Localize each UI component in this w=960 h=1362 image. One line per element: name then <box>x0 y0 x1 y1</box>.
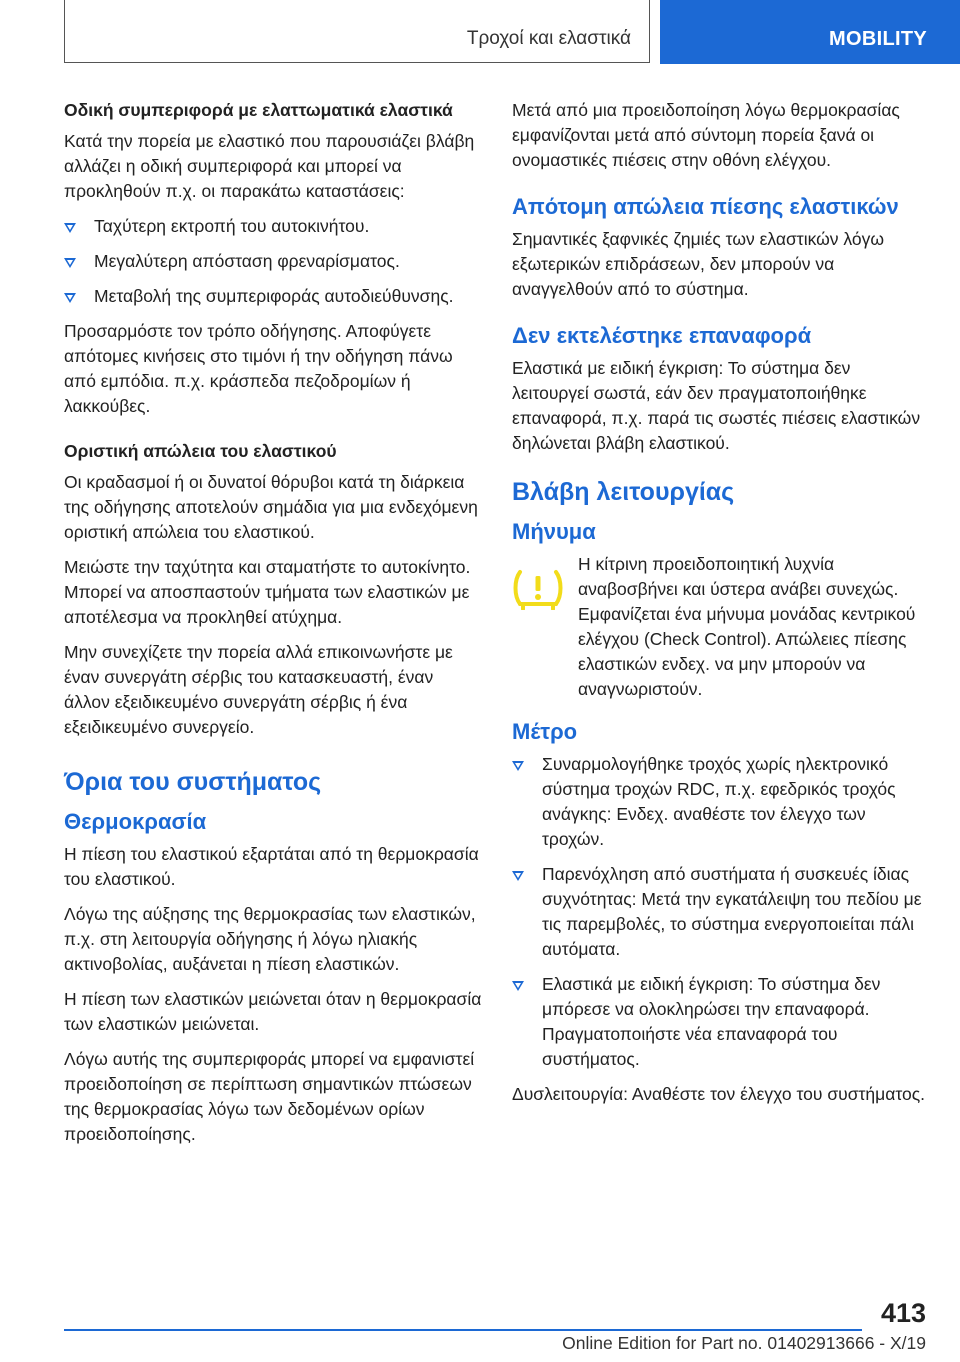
paragraph-temp-continued: Μετά από μια προειδοποίηση λόγω θερμοκρασίας εμφανίζονται μετά από σύντομη πορεία ξανά οι ονομαστικές πιέσεις στην οθόνη ελέγχου. <box>512 100 900 170</box>
heading-message: Μήνυμα <box>512 519 596 544</box>
list-item: Μεταβολή της συμπεριφοράς αυτοδιεύθυνσης. <box>64 284 482 309</box>
list-item: Συναρμολογήθηκε τροχός χωρίς ηλεκτρονικό σύστημα τροχών RDC, π.χ. εφεδρικός τροχός ανάγκης: Ενδεχ. αναθέστε τον έλεγχο των τροχών. <box>512 752 930 852</box>
paragraph-temp-3: Η πίεση των ελαστικών μειώνεται όταν η θερμοκρασία των ελαστικών μειώνεται. <box>64 989 482 1034</box>
triangle-bullet-icon <box>64 258 76 268</box>
heading-system-limits: Όρια του συστήματος <box>64 768 322 796</box>
behavior-list <box>64 214 482 309</box>
left-column <box>64 98 482 1157</box>
footer-divider <box>64 1329 862 1331</box>
triangle-bullet-icon <box>64 293 76 303</box>
page-number: 413 <box>880 1298 926 1328</box>
heading-malfunction: Βλάβη λειτουργίας <box>512 478 735 506</box>
list-item: Ταχύτερη εκτροπή του αυτοκινήτου. <box>64 214 482 239</box>
header-section-title: Τροχοί και ελαστικά <box>466 28 631 49</box>
paragraph-no-reset: Ελαστικά με ειδική έγκριση: Το σύστημα δεν λειτουργεί σωστά, εάν δεν πραγματοποιήθηκε επαναφορά, π.χ. παρά τις σωστές πιέσεις ελαστικών δηλώνεται βλάβη ελαστικού. <box>512 358 921 453</box>
warning-message-block <box>512 552 930 702</box>
triangle-bullet-icon <box>64 223 76 233</box>
triangle-bullet-icon <box>512 761 524 771</box>
heading-final-loss: Οριστική απώλεια του ελαστικού <box>64 441 337 461</box>
paragraph-final-2: Μειώστε την ταχύτητα και σταματήστε το αυτοκίνητο. Μπορεί να αποσπαστούν τμήματα των ελαστικών με αποτέλεσμα να προκληθεί ατύχημα. <box>64 557 471 627</box>
paragraph-final-1: Οι κραδασμοί ή οι δυνατοί θόρυβοι κατά τη διάρκεια της οδήγησης αποτελούν σημάδια για μια ενδεχόμενη οριστική απώλεια του ελαστικού. <box>64 472 478 542</box>
heading-behavior: Οδική συμπεριφορά με ελαττωματικά ελαστικά <box>64 100 453 120</box>
paragraph-temp-2: Λόγω της αύξησης της θερμοκρασίας των ελαστικών, π.χ. στη λειτουργία οδήγησης ή λόγω ηλιακής ακτινοβολίας, αυξάνεται η πίεση ελαστικών. <box>64 904 476 974</box>
tire-pressure-warning-icon <box>512 566 564 610</box>
paragraph-message: Η κίτρινη προειδοποιητική λυχνία αναβοσβήνει και ύστερα ανάβει συνεχώς. Εμφανίζεται ένα μήνυμα μονάδας κεντρικού ελέγχου (Check Control). Απώλειες πίεσης ελαστικών ενδεχ. να μην μπορούν να αναγνωριστούν. <box>578 554 916 699</box>
paragraph-temp-4: Λόγω αυτής της συμπεριφοράς μπορεί να εμφανιστεί προειδοποίηση σε περίπτωση σημαντικών πτώσεων της θερμοκρασίας λόγω των δεδομένων ορίων προειδοποίησης. <box>64 1049 475 1144</box>
paragraph-temp-1: Η πίεση του ελαστικού εξαρτάται από τη θερμοκρασία του ελαστικού. <box>64 844 479 889</box>
paragraph-adapt: Προσαρμόστε τον τρόπο οδήγησης. Αποφύγετε απότομες κινήσεις στο τιμόνι ή την οδήγηση πάνω από εμπόδια. π.χ. κράσπεδα πεζοδρομίων ή λακκούβες. <box>64 321 453 416</box>
triangle-bullet-icon <box>512 981 524 991</box>
heading-temperature: Θερμοκρασία <box>64 809 207 834</box>
heading-sudden-loss: Απότομη απώλεια πίεσης ελαστικών <box>512 194 899 219</box>
paragraph-fault: Δυσλειτουργία: Αναθέστε τον έλεγχο του συστήματος. <box>512 1084 926 1104</box>
header-chapter-label: MOBILITY <box>829 28 927 50</box>
measure-list <box>512 752 930 1072</box>
paragraph-final-3: Μην συνεχίζετε την πορεία αλλά επικοινωνήστε με έναν συνεργάτη σέρβις του κατασκευαστή, έναν άλλον εξειδικευμένο συνεργάτη σέρβις ή ένα εξειδικευμένο συνεργείο. <box>64 642 453 737</box>
list-item: Μεγαλύτερη απόσταση φρεναρίσματος. <box>64 249 482 274</box>
page-header <box>0 0 960 64</box>
right-column <box>512 98 930 1117</box>
paragraph-behavior: Κατά την πορεία με ελαστικό που παρουσιάζει βλάβη αλλάζει η οδική συμπεριφορά και μπορεί να προκληθούν π.χ. οι παρακάτω καταστάσεις: <box>64 131 475 201</box>
header-section-box <box>64 0 650 63</box>
heading-measure: Μέτρο <box>512 719 578 744</box>
header-chapter-tab <box>660 0 960 64</box>
list-item: Παρενόχληση από συστήματα ή συσκευές ίδιας συχνότητας: Μετά την εγκατάλειψη του πεδίου με τις παρεμβολές, το σύστημα ενεργοποιείται πάλι αυτόματα. <box>512 862 930 962</box>
edition-info: Online Edition for Part no. 01402913666 - X/19 <box>562 1333 926 1353</box>
heading-no-reset: Δεν εκτελέστηκε επαναφορά <box>512 323 812 348</box>
paragraph-sudden-loss: Σημαντικές ξαφνικές ζημιές των ελαστικών λόγω εξωτερικών επιδράσεων, δεν μπορούν να αναγγελθούν από το σύστημα. <box>512 229 885 299</box>
triangle-bullet-icon <box>512 871 524 881</box>
list-item: Ελαστικά με ειδική έγκριση: Το σύστημα δεν μπόρεσε να ολοκληρώσει την επαναφορά. Πραγματοποιήστε νέα επαναφορά του συστήματος. <box>512 972 930 1072</box>
